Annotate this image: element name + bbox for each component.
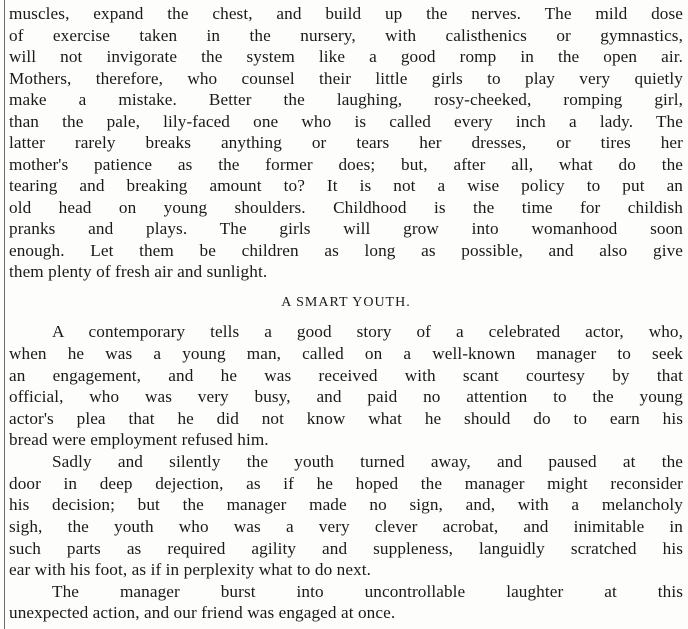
text-line: old head on young shoulders. Childhood is the time for childish bbox=[9, 198, 683, 217]
text-line: The manager burst into uncontrollable laughter at this bbox=[52, 582, 683, 601]
text-line: latter rarely breaks anything or tears her dresses, or tires her bbox=[9, 133, 683, 152]
section-heading: A SMART YOUTH. bbox=[281, 295, 411, 310]
text-line: bread were employment refused him. bbox=[9, 430, 269, 449]
text-line: his decision; but the manager made no sign, and, with a melancholy bbox=[9, 495, 683, 514]
text-line: tearing and breaking amount to? It is not a wise policy to put an bbox=[9, 176, 683, 195]
text-line: muscles, expand the chest, and build up the nerves. The mild dose bbox=[9, 4, 683, 23]
text-line: of exercise taken in the nursery, with calisthenics or gymnastics, bbox=[9, 26, 683, 45]
text-line: make a mistake. Better the laughing, rosy-cheeked, romping girl, bbox=[9, 90, 683, 109]
text-line: ear with his foot, as if in perplexity what to do next. bbox=[9, 560, 372, 579]
column-rule bbox=[4, 0, 5, 629]
text-line: pranks and plays. The girls will grow into womanhood soon bbox=[9, 219, 683, 238]
text-line: them plenty of fresh air and sunlight. bbox=[9, 262, 268, 281]
text-line: when he was a young man, called on a well-known manager to seek bbox=[9, 344, 683, 363]
text-line: actor's plea that he did not know what he should do to earn his bbox=[9, 409, 683, 428]
text-line: A contemporary tells a good story of a celebrated actor, who, bbox=[52, 322, 683, 341]
text-line: official, who was very busy, and paid no attention to the young bbox=[9, 387, 683, 406]
text-line: than the pale, lily-faced one who is called every inch a lady. The bbox=[9, 112, 683, 131]
text-line: unexpected action, and our friend was engaged at once. bbox=[9, 603, 396, 622]
text-line: an engagement, and he was received with scant courtesy by that bbox=[9, 366, 683, 385]
text-line: mother's patience as the former does; but, after all, what do the bbox=[9, 155, 683, 174]
text-line: Mothers, therefore, who counsel their little girls to play very quietly bbox=[9, 69, 683, 88]
text-line: such parts as required agility and suppleness, languidly scratched his bbox=[9, 539, 683, 558]
text-line: enough. Let them be children as long as possible, and also give bbox=[9, 241, 683, 260]
text-line: Sadly and silently the youth turned away, and paused at the bbox=[52, 452, 683, 471]
text-line: sigh, the youth who was a very clever acrobat, and inimitable in bbox=[9, 517, 683, 536]
text-line: will not invigorate the system like a good romp in the open air. bbox=[9, 47, 683, 66]
text-line: door in deep dejection, as if he hoped the manager might reconsider bbox=[9, 474, 683, 493]
